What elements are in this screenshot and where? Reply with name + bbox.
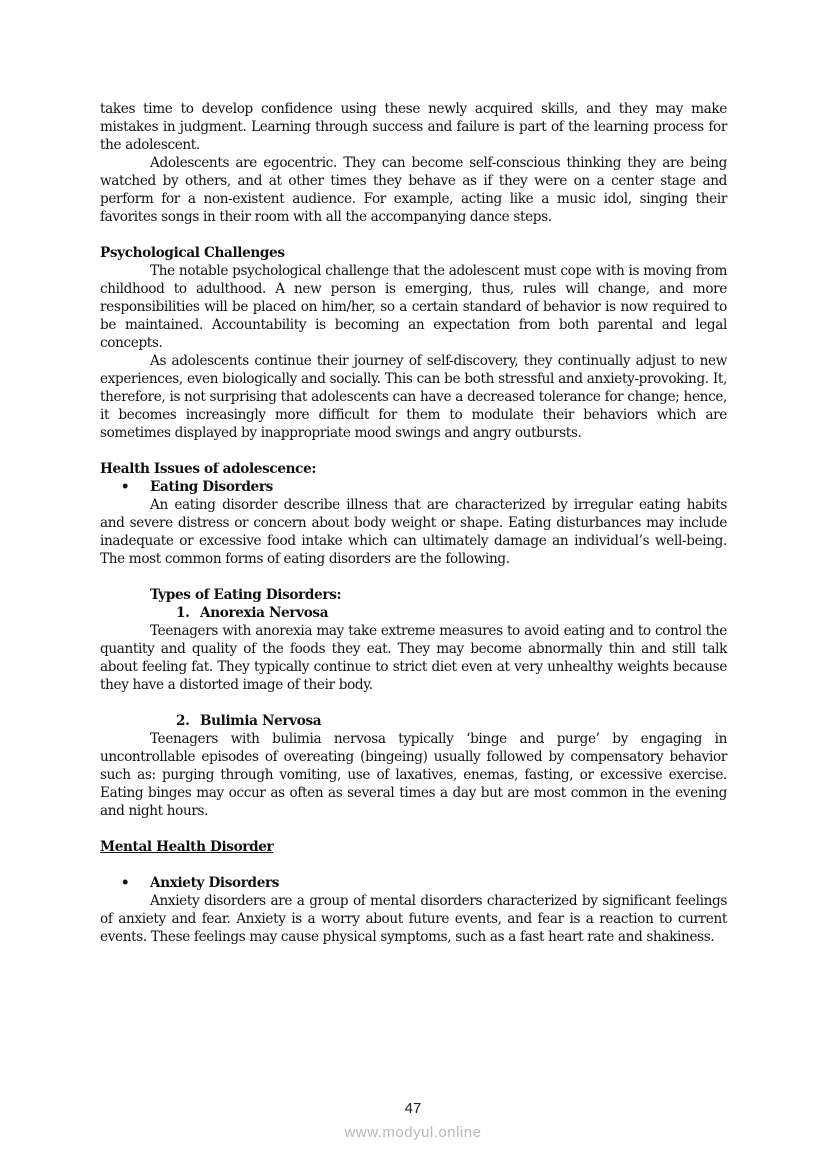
document-page: [100, 100, 727, 946]
page-number: 47: [404, 1100, 422, 1117]
watermark: www.modyul.online: [344, 1124, 482, 1141]
anorexia-heading: [176, 604, 727, 622]
psychological-challenges-heading: Psychological Challenges: [100, 245, 285, 261]
anxiety-disorders-bullet: [100, 874, 727, 892]
eating-disorders-title: Eating Disorders: [150, 479, 273, 495]
bullet-icon: •: [120, 875, 130, 891]
bulimia-heading: [176, 712, 727, 730]
anxiety-disorders-paragraph: Anxiety disorders are a group of mental disorders characterized by significant feelings of anxiety and fear. Anxiety is a worry about future events, and fear is a reaction to current events. These feelings may cause physical symptoms, such as a fast heart rate and shakiness.: [100, 893, 727, 945]
bullet-icon: •: [120, 479, 130, 495]
intro-paragraph-2: Adolescents are egocentric. They can become self-conscious thinking they are being watched by others, and at other times they behave as if they were on a center stage and perform for a non-existent audience. For example, acting like a music idol, singing their favorites songs in their room with all the accompanying dance steps.: [100, 155, 727, 225]
anxiety-disorders-title: Anxiety Disorders: [150, 875, 280, 891]
anorexia-paragraph: Teenagers with anorexia may take extreme measures to avoid eating and to control the quantity and quality of the foods they eat. They may become abnormally thin and still talk about feeling fat. They typically continue to strict diet even at very unhealthy weights because they have a distorted image of their body.: [100, 623, 727, 693]
list-number: 1.: [176, 605, 190, 621]
anorexia-title: Anorexia Nervosa: [200, 605, 329, 621]
bulimia-title: Bulimia Nervosa: [200, 713, 322, 729]
intro-paragraph-1: takes time to develop confidence using these newly acquired skills, and they may make mistakes in judgment. Learning through success and failure is part of the learning process for the adolescent.: [100, 101, 727, 153]
eating-disorders-paragraph: An eating disorder describe illness that are characterized by irregular eating habits and severe distress or concern about body weight or shape. Eating disturbances may include inadequate or excessive food intake which can ultimately damage an individual’s well-being. The most common forms of eating disorders are the following.: [100, 497, 727, 567]
types-of-eating-disorders-heading: Types of Eating Disorders:: [150, 587, 342, 603]
psychological-paragraph-1: The notable psychological challenge that the adolescent must cope with is moving from childhood to adulthood. A new person is emerging, thus, rules will change, and more responsibilities will be placed on him/her, so a certain standard of behavior is now required to be maintained. Accountability is becoming an expectation from both parental and legal concepts.: [100, 263, 727, 351]
mental-health-disorder-heading: Mental Health Disorder: [100, 839, 274, 855]
eating-disorders-bullet: [100, 478, 727, 496]
health-issues-heading: Health Issues of adolescence:: [100, 461, 317, 477]
list-number: 2.: [176, 713, 190, 729]
bulimia-paragraph: Teenagers with bulimia nervosa typically ‘binge and purge’ by engaging in uncontrollable episodes of overeating (bingeing) usually followed by compensatory behavior such as: purging through vomiting, use of laxatives, enemas, fasting, or excessive exercise. Eating binges may occur as often as several times a day but are most common in the evening and night hours.: [100, 731, 727, 819]
psychological-paragraph-2: As adolescents continue their journey of self-discovery, they continually adjust to new experiences, even biologically and socially. This can be both stressful and anxiety-provoking. It, therefore, is not surprising that adolescents can have a decreased tolerance for change; hence, it becomes increasingly more difficult for them to modulate their behaviors which are sometimes displayed by inappropriate mood swings and angry outbursts.: [100, 353, 727, 441]
